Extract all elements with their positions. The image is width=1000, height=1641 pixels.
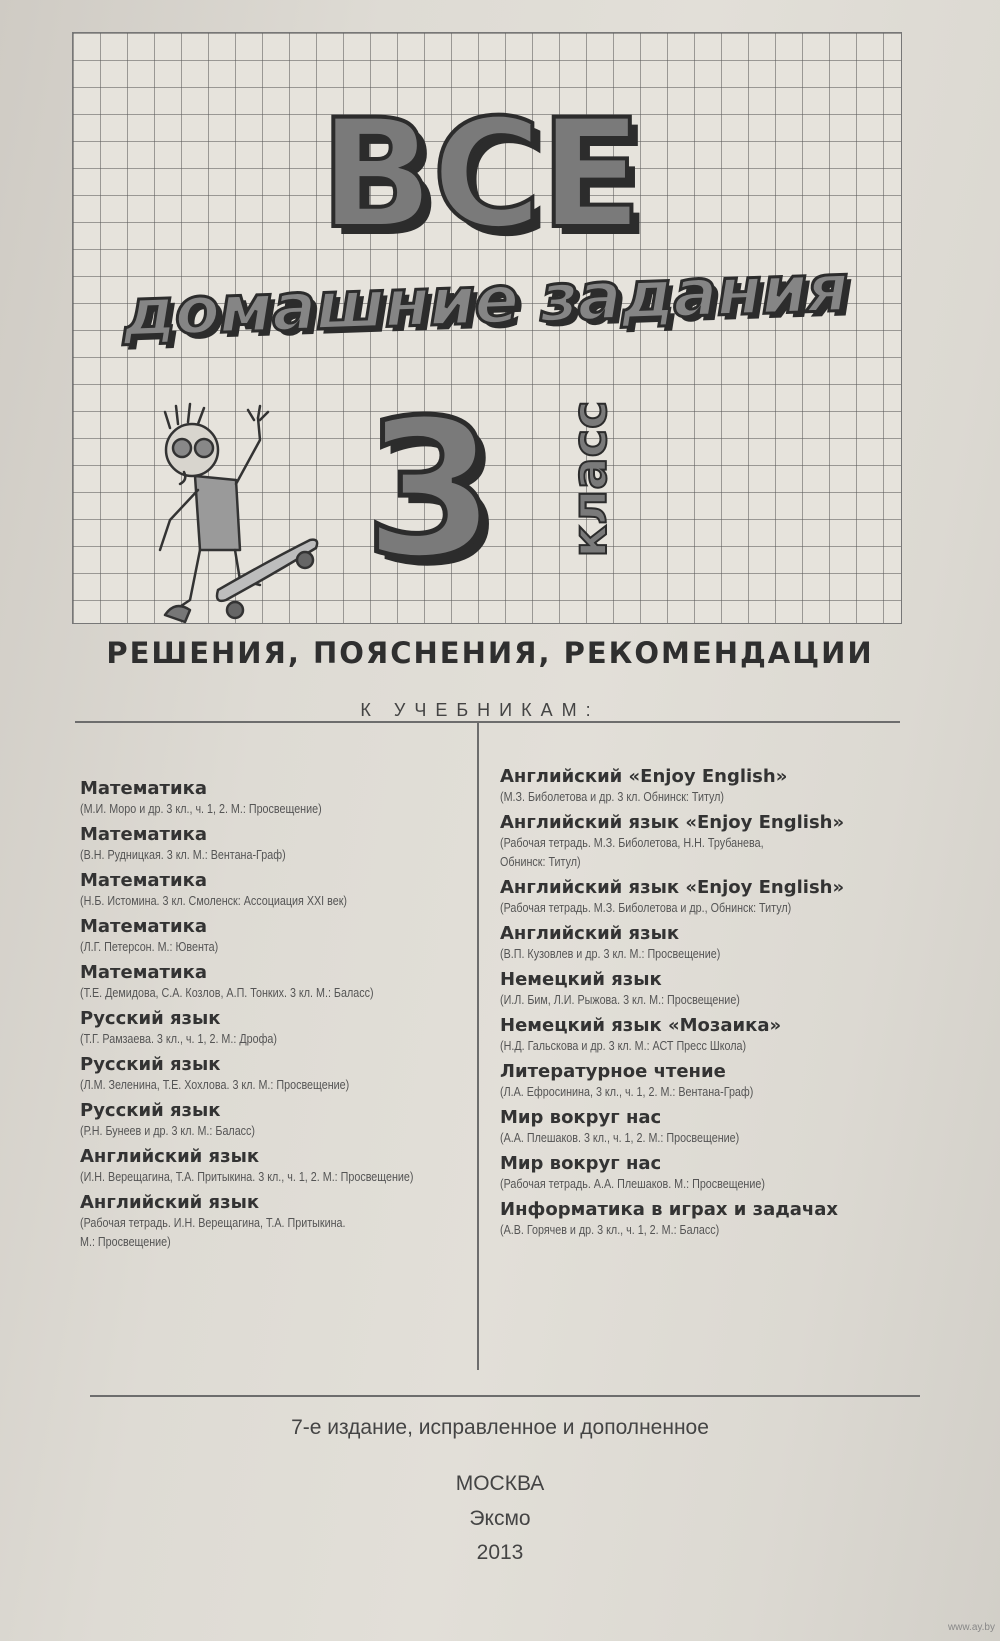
textbook-entry	[500, 1199, 900, 1240]
textbook-entry	[500, 812, 900, 872]
textbook-entry	[500, 1107, 900, 1148]
textbook-details: М.: Просвещение)	[80, 1235, 171, 1249]
tagline: РЕШЕНИЯ, ПОЯСНЕНИЯ, РЕКОМЕНДАЦИИ	[106, 636, 874, 670]
textbook-details: (М.З. Биболетова и др. 3 кл. Обнинск: Титул)	[500, 790, 725, 804]
right-textbook-list	[500, 766, 900, 1245]
textbook-details: (А.В. Горячев и др. 3 кл., ч. 1, 2. М.: Баласс)	[500, 1223, 720, 1237]
textbook-subject: Русский язык	[80, 1100, 221, 1121]
textbook-subject: Математика	[80, 916, 207, 937]
textbook-subject: Немецкий язык «Мозаика»	[500, 1015, 782, 1036]
textbook-details: (И.Л. Бим, Л.И. Рыжова. 3 кл. М.: Просвещение)	[500, 993, 740, 1007]
skateboard-kid-illustration	[140, 400, 340, 650]
bottom-divider	[90, 1395, 920, 1397]
textbook-subject: Английский язык	[80, 1146, 260, 1167]
textbook-entry	[80, 778, 475, 819]
textbook-details: (Т.Е. Демидова, С.А. Козлов, А.П. Тонких. 3 кл. М.: Баласс)	[80, 986, 374, 1000]
textbook-entry	[80, 916, 475, 957]
cover-title-main: ВСЕ	[319, 88, 641, 262]
textbook-entry	[80, 1192, 475, 1252]
textbook-details: (Л.Г. Петерсон. М.: Ювента)	[80, 940, 219, 954]
textbook-details: (Л.А. Ефросинина, 3 кл., ч. 1, 2. М.: Вентана-Граф)	[500, 1085, 754, 1099]
textbook-details: (Т.Г. Рамзаева. 3 кл., ч. 1, 2. М.: Дрофа)	[80, 1032, 277, 1046]
textbook-entry	[80, 1054, 475, 1095]
textbook-subject: Математика	[80, 870, 207, 891]
edition-note: 7-е издание, исправленное и дополненное	[291, 1416, 709, 1439]
textbook-details: (Н.Д. Гальскова и др. 3 кл. М.: АСТ Пресс Школа)	[500, 1039, 747, 1053]
textbook-subject: Английский язык «Enjoy English»	[500, 877, 845, 898]
textbook-entry	[500, 1015, 900, 1056]
imprint-city: МОСКВА	[455, 1472, 545, 1495]
textbook-subject: Английский «Enjoy English»	[500, 766, 788, 787]
textbook-details: (А.А. Плешаков. 3 кл., ч. 1, 2. М.: Просвещение)	[500, 1131, 740, 1145]
textbook-entry	[80, 870, 475, 911]
column-divider	[477, 721, 479, 1370]
textbook-subject: Мир вокруг нас	[500, 1107, 662, 1128]
textbook-subject: Русский язык	[80, 1054, 221, 1075]
textbook-details: (В.Н. Рудницкая. 3 кл. М.: Вентана-Граф)	[80, 848, 286, 862]
textbook-entry	[500, 1061, 900, 1102]
imprint-publisher: Эксмо	[469, 1507, 531, 1530]
textbook-details: (М.И. Моро и др. 3 кл., ч. 1, 2. М.: Просвещение)	[80, 802, 322, 816]
top-divider	[75, 721, 900, 723]
cover-title-sub: домашние задания	[120, 249, 849, 352]
textbook-subject: Английский язык	[80, 1192, 260, 1213]
imprint-year: 2013	[476, 1541, 524, 1564]
textbook-subject: Немецкий язык	[500, 969, 662, 990]
textbook-details: (Рабочая тетрадь. И.Н. Верещагина, Т.А. Притыкина.	[80, 1216, 346, 1230]
textbook-details: (Рабочая тетрадь. М.З. Биболетова и др., Обнинск: Титул)	[500, 901, 792, 915]
textbook-entry	[80, 1146, 475, 1187]
textbook-subject: Английский язык	[500, 923, 680, 944]
textbook-entry	[500, 923, 900, 964]
textbook-entry	[500, 969, 900, 1010]
textbook-subject: Мир вокруг нас	[500, 1153, 662, 1174]
textbook-subject: Литературное чтение	[500, 1061, 726, 1082]
textbook-entry	[80, 1008, 475, 1049]
grade-number: 3	[363, 379, 497, 600]
textbook-details: (Л.М. Зеленина, Т.Е. Хохлова. 3 кл. М.: Просвещение)	[80, 1078, 350, 1092]
textbook-details: Обнинск: Титул)	[500, 855, 581, 869]
watermark: www.ay.by	[947, 1622, 995, 1633]
textbook-subject: Информатика в играх и задачах	[500, 1199, 839, 1220]
textbook-subject: Русский язык	[80, 1008, 221, 1029]
textbook-details: (В.П. Кузовлев и др. 3 кл. М.: Просвещение)	[500, 947, 721, 961]
textbook-details: (Н.Б. Истомина. 3 кл. Смоленск: Ассоциация XXI век)	[80, 894, 348, 908]
textbook-entry	[500, 1153, 900, 1194]
textbook-subject: Математика	[80, 962, 207, 983]
to-textbooks-heading: К УЧЕБНИКАМ:	[360, 700, 600, 720]
left-textbook-list	[80, 778, 475, 1257]
textbook-entry	[80, 962, 475, 1003]
textbook-subject: Математика	[80, 778, 207, 799]
textbook-details: (Рабочая тетрадь. А.А. Плешаков. М.: Просвещение)	[500, 1177, 765, 1191]
textbook-entry	[500, 877, 900, 918]
textbook-subject: Английский язык «Enjoy English»	[500, 812, 845, 833]
textbook-details: (Рабочая тетрадь. М.З. Биболетова, Н.Н. Трубанева,	[500, 836, 764, 850]
textbook-details: (И.Н. Верещагина, Т.А. Притыкина. 3 кл., ч. 1, 2. М.: Просвещение)	[80, 1170, 414, 1184]
textbook-entry	[80, 824, 475, 865]
textbook-entry	[500, 766, 900, 807]
textbook-entry	[80, 1100, 475, 1141]
textbook-subject: Математика	[80, 824, 207, 845]
textbook-details: (Р.Н. Бунеев и др. 3 кл. М.: Баласс)	[80, 1124, 256, 1138]
grade-word: класс	[562, 400, 618, 558]
